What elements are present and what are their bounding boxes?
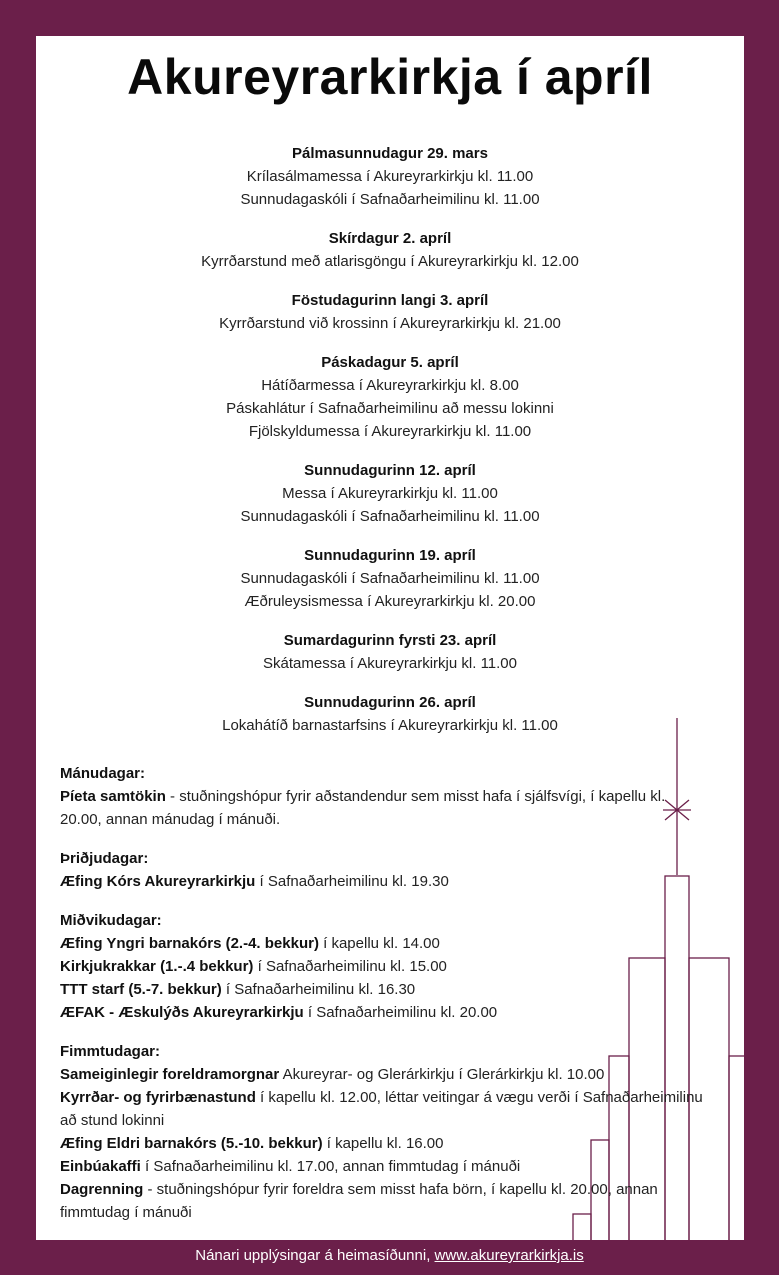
schedule-item-name: Kirkjukrakkar (1.-.4 bekkur) — [60, 958, 254, 975]
event-line: Kyrrðarstund við krossinn í Akureyrarkirkju kl. 21.00 — [219, 315, 561, 332]
schedule-item — [60, 932, 710, 955]
event-date: Sunnudagurinn 26. apríl — [304, 694, 476, 711]
event-group — [36, 459, 744, 528]
event-line: Kyrrðarstund með atlarisgöngu í Akureyrarkirkju kl. 12.00 — [201, 253, 579, 270]
day-group — [60, 1040, 710, 1224]
event-date: Sunnudagurinn 12. apríl — [304, 462, 476, 479]
event-group — [36, 142, 744, 211]
schedule-item-detail: í Safnaðarheimilinu kl. 20.00 — [303, 1004, 498, 1021]
schedule-item-name: Píeta samtökin — [60, 788, 166, 805]
day-group — [60, 909, 710, 1024]
schedule-item-name: Einbúakaffi — [60, 1158, 141, 1175]
event-group — [36, 351, 744, 443]
schedule-item-name: Æfing Eldri barnakórs (5.-10. bekkur) — [60, 1135, 323, 1152]
schedule-item-name: Æfing Yngri barnakórs (2.-4. bekkur) — [60, 935, 319, 952]
schedule-item-name: ÆFAK - Æskulýðs Akureyrarkirkju — [60, 1004, 304, 1021]
event-line: Lokahátíð barnastarfsins í Akureyrarkirkju kl. 11.00 — [222, 717, 558, 734]
bulletin-card — [36, 36, 744, 1240]
schedule-item — [60, 1001, 710, 1024]
schedule-item-detail: í kapellu kl. 16.00 — [322, 1135, 444, 1152]
event-date: Pálmasunnudagur 29. mars — [292, 145, 488, 162]
event-line: Messa í Akureyrarkirkju kl. 11.00 — [282, 485, 498, 502]
event-line: Sunnudagaskóli í Safnaðarheimilinu kl. 11.00 — [240, 508, 540, 525]
day-heading: Mánudagar: — [60, 765, 146, 782]
schedule-item-detail: í kapellu kl. 12.00, léttar veitingar á vægu verði í Safnaðarheimilinu að stund lokinni — [60, 1089, 703, 1129]
event-date: Sunnudagurinn 19. apríl — [304, 547, 476, 564]
event-line: Sunnudagaskóli í Safnaðarheimilinu kl. 11.00 — [240, 191, 540, 208]
footer — [0, 1240, 779, 1275]
schedule-item — [60, 785, 710, 831]
schedule-item-detail: - stuðningshópur fyrir foreldra sem misst hafa börn, í kapellu kl. 20.00, annan fimmtudag í mánuði — [60, 1181, 658, 1221]
schedule-item-name: Kyrrðar- og fyrirbænastund — [60, 1089, 256, 1106]
schedule-item-name: Dagrenning — [60, 1181, 144, 1198]
schedule-item — [60, 1155, 710, 1178]
page-title: Akureyrarkirkja í apríl — [127, 49, 653, 105]
event-group — [36, 289, 744, 335]
event-line: Sunnudagaskóli í Safnaðarheimilinu kl. 11.00 — [240, 570, 540, 587]
event-date: Sumardagurinn fyrsti 23. apríl — [283, 632, 497, 649]
schedule-item-detail: í Safnaðarheimilinu kl. 16.30 — [221, 981, 416, 998]
website-link[interactable]: www.akureyrarkirkja.is — [434, 1247, 584, 1264]
schedule-item — [60, 870, 710, 893]
event-line: Æðruleysismessa í Akureyrarkirkju kl. 20.00 — [244, 593, 536, 610]
schedule-item — [60, 1086, 710, 1132]
event-line: Fjölskyldumessa í Akureyrarkirkju kl. 11.00 — [248, 423, 532, 440]
event-line: Krílasálmamessa í Akureyrarkirkju kl. 11.00 — [246, 168, 534, 185]
footer-text: Nánari upplýsingar á heimasíðunni, — [195, 1247, 435, 1264]
schedule-item — [60, 1063, 710, 1086]
schedule-item — [60, 955, 710, 978]
day-group — [60, 762, 710, 831]
event-group — [36, 227, 744, 273]
schedule-item-detail: í Safnaðarheimilinu kl. 19.30 — [255, 873, 449, 890]
schedule-item-detail: - stuðningshópur fyrir aðstandendur sem misst hafa í sjálfsvígi, í kapellu kl. 20.00, annan mánudag í mánuði. — [60, 788, 666, 828]
event-group — [36, 629, 744, 675]
day-group — [60, 847, 710, 893]
event-date: Föstudagurinn langi 3. apríl — [291, 292, 489, 309]
schedule-item-name: Æfing Kórs Akureyrarkirkju — [60, 873, 256, 890]
schedule-item-name: TTT starf (5.-7. bekkur) — [60, 981, 222, 998]
schedule-item-detail: í kapellu kl. 14.00 — [318, 935, 440, 952]
schedule-item — [60, 978, 710, 1001]
schedule-item-detail: Akureyrar- og Glerárkirkju í Glerárkirkju kl. 10.00 — [279, 1066, 605, 1083]
event-line: Páskahlátur í Safnaðarheimilinu að messu lokinni — [226, 400, 554, 417]
event-date: Skírdagur 2. apríl — [328, 230, 452, 247]
schedule-item — [60, 1132, 710, 1155]
event-line: Hátíðarmessa í Akureyrarkirkju kl. 8.00 — [261, 377, 519, 394]
schedule-item-detail: í Safnaðarheimilinu kl. 17.00, annan fimmtudag í mánuði — [140, 1158, 521, 1175]
day-heading: Fimmtudagar: — [60, 1043, 161, 1060]
schedule-item-name: Sameiginlegir foreldramorgnar — [60, 1066, 280, 1083]
schedule-item-detail: í Safnaðarheimilinu kl. 15.00 — [253, 958, 447, 975]
event-date: Páskadagur 5. apríl — [321, 354, 459, 371]
event-group — [36, 544, 744, 613]
weekly-schedule — [60, 762, 710, 1240]
day-heading: Þriðjudagar: — [60, 850, 149, 867]
schedule-item — [60, 1178, 710, 1224]
event-line: Skátamessa í Akureyrarkirkju kl. 11.00 — [263, 655, 517, 672]
day-heading: Miðvikudagar: — [60, 912, 162, 929]
events-list — [36, 142, 744, 737]
